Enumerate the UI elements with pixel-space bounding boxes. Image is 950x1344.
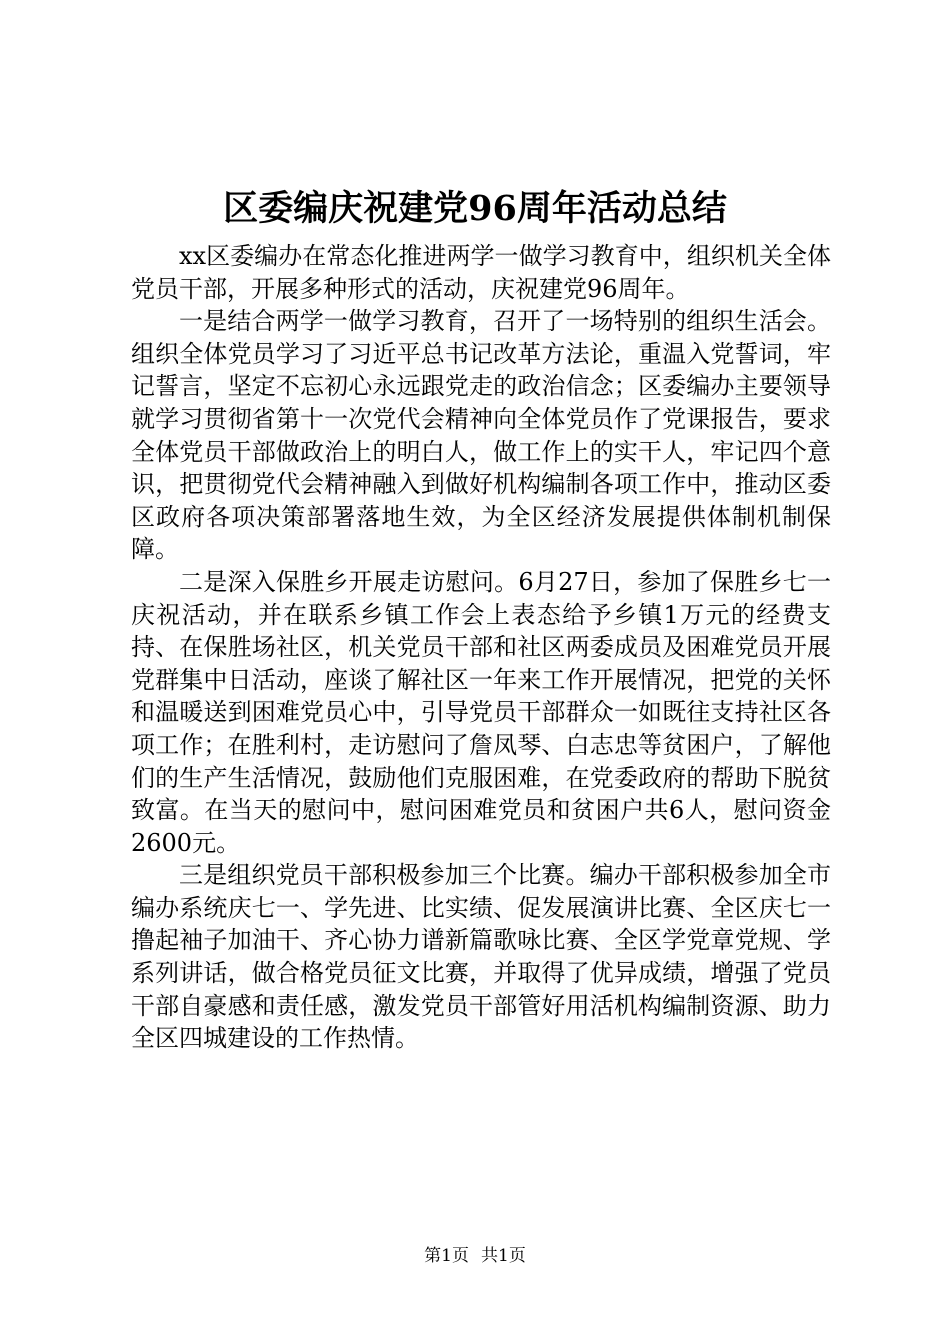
paragraph-item-2: 二是深入保胜乡开展走访慰问。6月27日，参加了保胜乡七一庆祝活动，并在联系乡镇工作会上表态给予乡镇1万元的经费支持、在保胜场社区，机关党员干部和社区两委成员及困难党员开展党群集中日活动，座谈了解社区一年来工作开展情况，把党的关怀和温暖送到困难党员心中，引导党员干部群众一如既往支持社区各项工作；在胜利村，走访慰问了詹凤琴、白志忠等贫困户，了解他们的生产生活情况，鼓励他们克服困难，在党委政府的帮助下脱贫致富。在当天的慰问中，慰问困难党员和贫困户共6人，慰问资金2600元。 — [131, 567, 831, 857]
page-footer — [0, 1245, 950, 1267]
paragraph-intro: xx区委编办在常态化推进两学一做学习教育中，组织机关全体党员干部，开展多种形式的活动，庆祝建党96周年。 — [131, 242, 831, 303]
page-number-total: 共1页 — [481, 1246, 526, 1266]
paragraph-item-1: 一是结合两学一做学习教育，召开了一场特别的组织生活会。组织全体党员学习了习近平总书记改革方法论，重温入党誓词，牢记誓言，坚定不忘初心永远跟党走的政治信念；区委编办主要领导就学习贯彻省第十一次党代会精神向全体党员作了党课报告，要求全体党员干部做政治上的明白人，做工作上的实干人，牢记四个意识，把贯彻党代会精神融入到做好机构编制各项工作中，推动区委区政府各项决策部署落地生效，为全区经济发展提供体制机制保障。 — [131, 307, 831, 564]
document-title: 区委编庆祝建党96周年活动总结 — [223, 188, 727, 229]
paragraph-item-3: 三是组织党员干部积极参加三个比赛。编办干部积极参加全市编办系统庆七一、学先进、比实绩、促发展演讲比赛、全区庆七一撸起袖子加油干、齐心协力谱新篇歌咏比赛、全区学党章党规、学系列讲话，做合格党员征文比赛，并取得了优异成绩，增强了党员干部自豪感和责任感，激发党员干部管好用活机构编制资源、助力全区四城建设的工作热情。 — [131, 861, 831, 1053]
document-body — [131, 240, 831, 1055]
page-number-current: 第1页 — [424, 1246, 469, 1266]
